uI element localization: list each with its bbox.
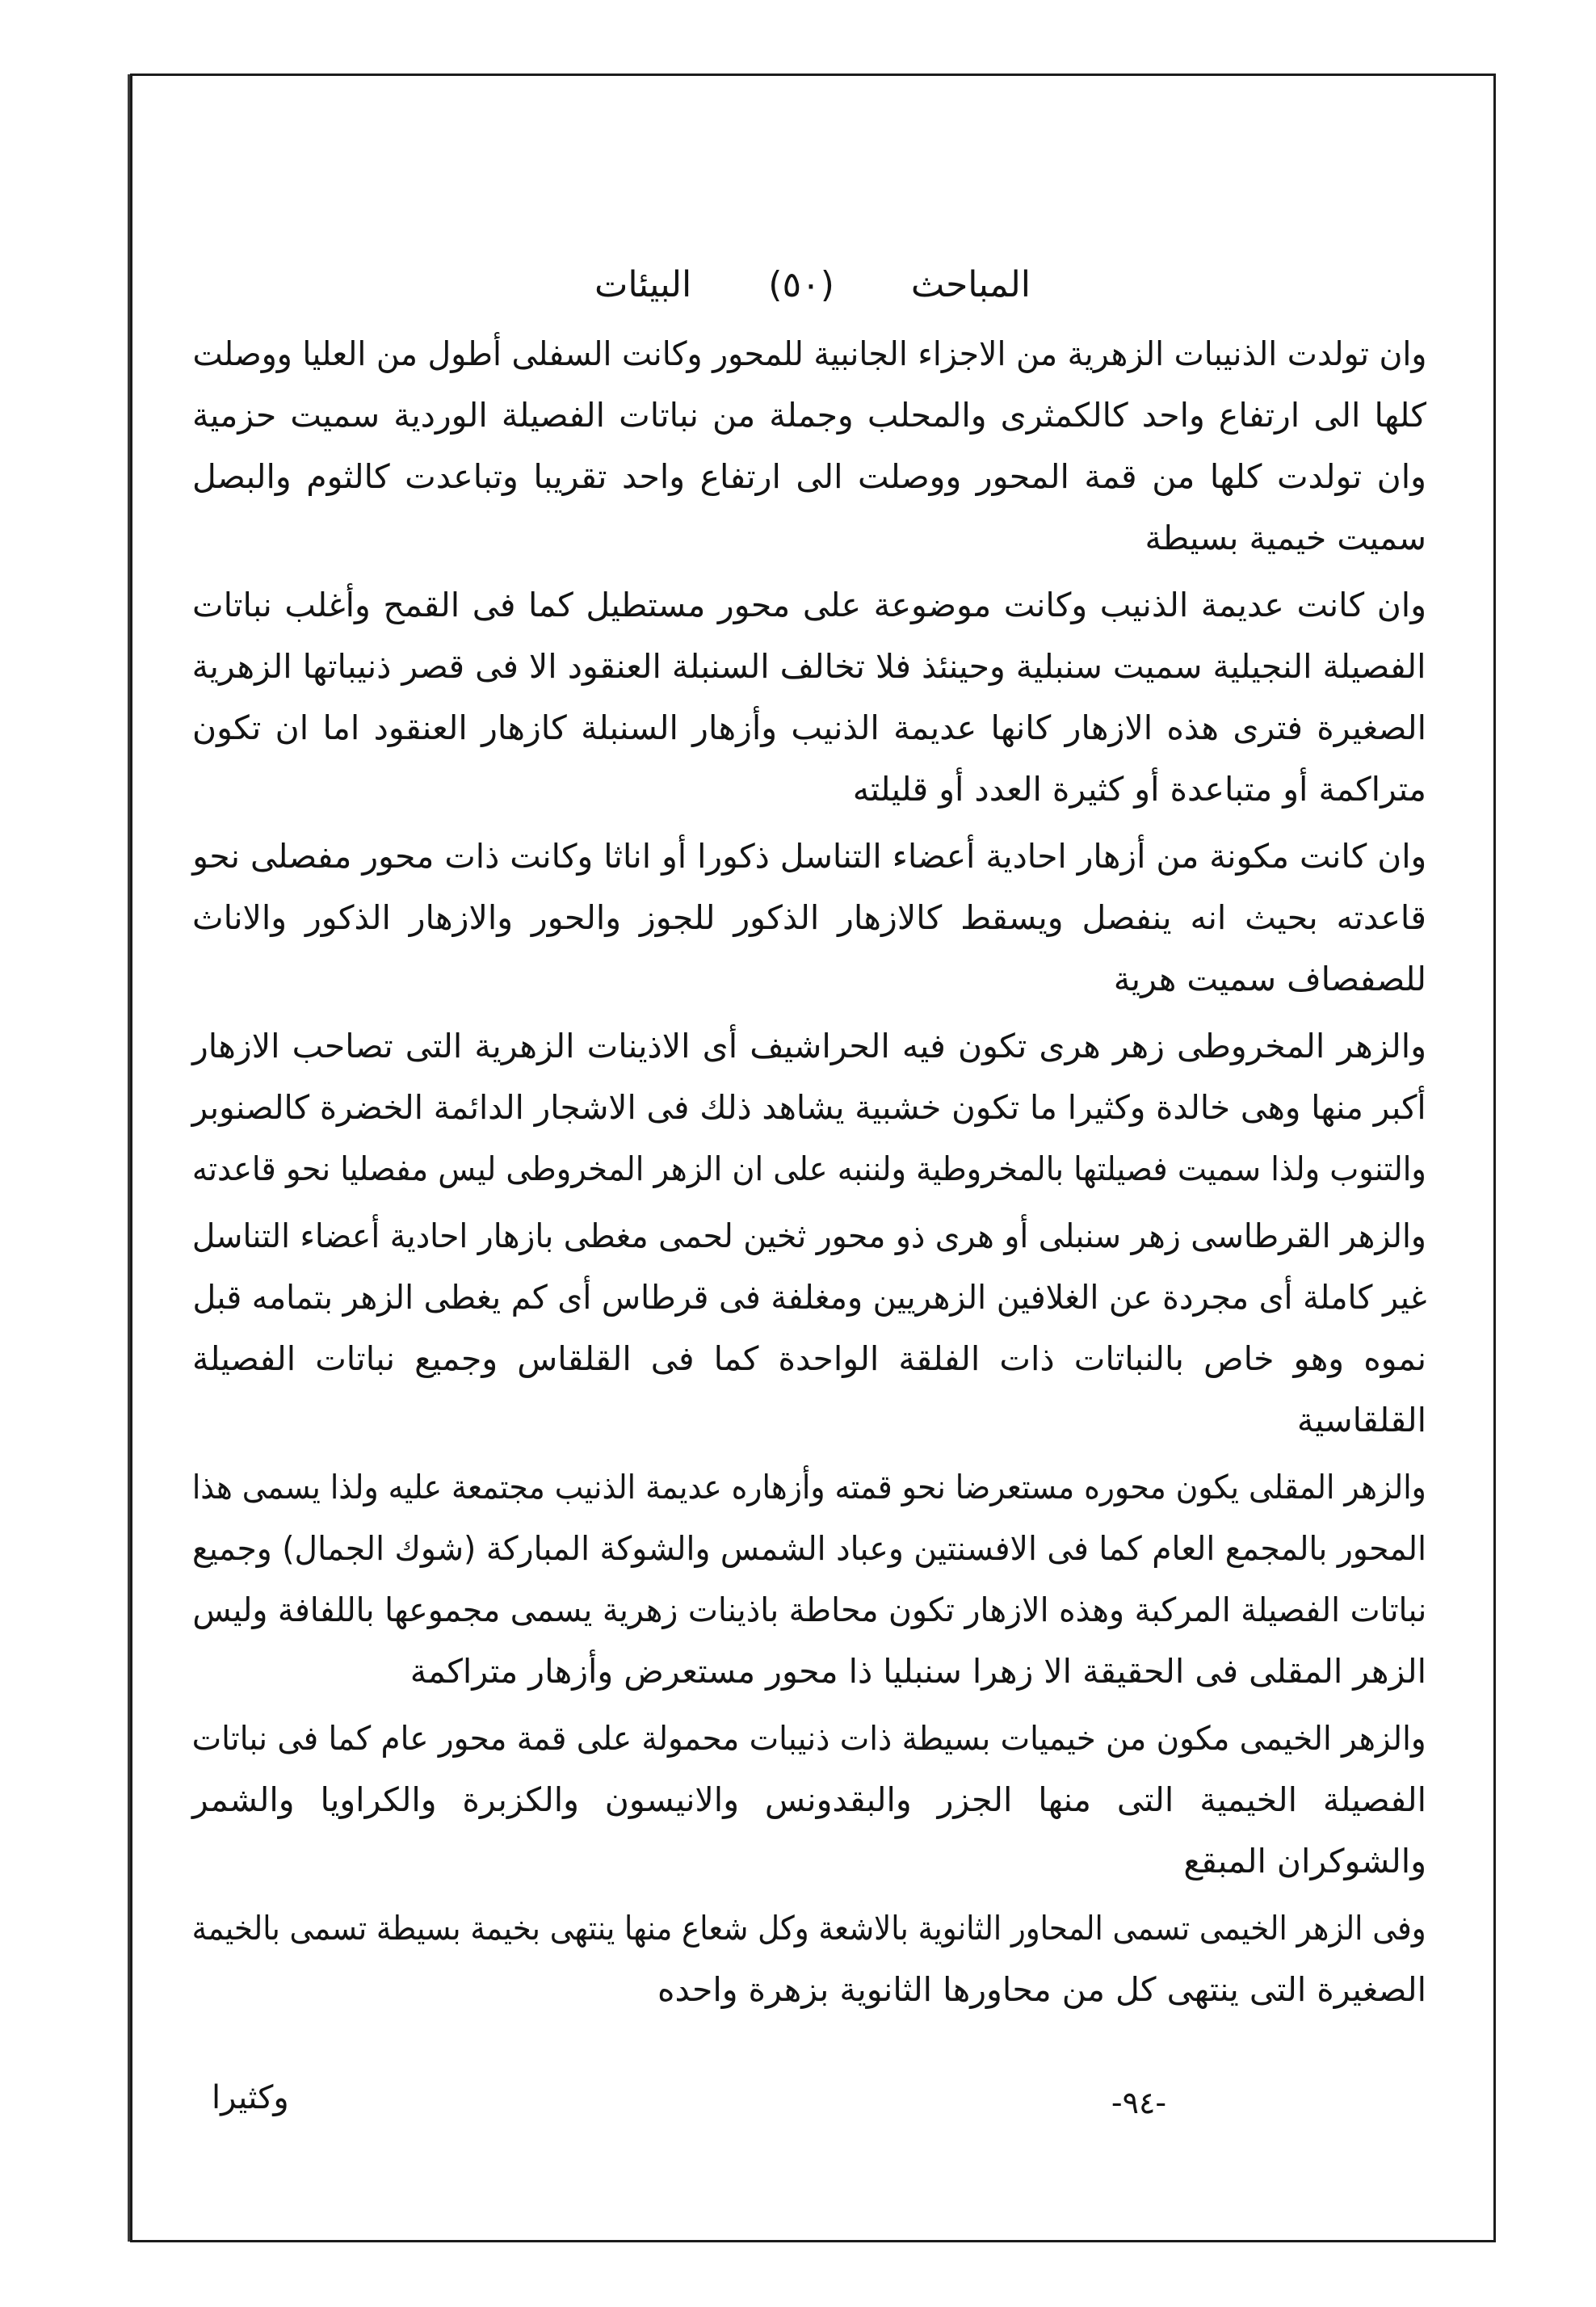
line-text: القلقاسية (1296, 1401, 1426, 1439)
text-line (192, 1138, 1426, 1200)
text-line (192, 323, 1426, 384)
paragraph (192, 1897, 1426, 2020)
line-text: والشوكران المبقع (1183, 1842, 1426, 1880)
text-line (192, 1641, 1426, 1702)
text-line (192, 1205, 1426, 1267)
text-line (192, 636, 1426, 697)
line-text: والزهر المقلى يكون محوره مستعرضا نحو قمته وأزهاره عديمة الذنيب مجتمعة عليه ولذا يسمى هذا (192, 1468, 1426, 1506)
line-text: الصغيرة فترى هذه الازهار كانها عديمة الذنيب وأزهار السنبلة كازهار العنقود اما ان تكون (192, 708, 1426, 747)
line-text: متراكمة أو متباعدة أو كثيرة العدد أو قليلته (852, 770, 1426, 809)
line-text: والتنوب ولذا سميت فصيلتها بالمخروطية ولننبه على ان الزهر المخروطى ليس مفصليا نحو قاعدته (192, 1149, 1426, 1188)
line-text: سميت خيمية بسيطة (1144, 519, 1426, 557)
paragraph (192, 574, 1426, 820)
catchword: وكثيرا (212, 2079, 289, 2116)
line-text: المحور بالمجمع العام كما فى الافسنتين وعباد الشمس والشوكة المباركة (شوك الجمال) وجميع (192, 1529, 1426, 1568)
paragraph (192, 1205, 1426, 1451)
line-text: الصغيرة التى ينتهى كل من محاورها الثانوية بزهرة واحده (657, 1970, 1426, 2009)
line-text: الفصيلة الخيمية التى منها الجزر والبقدونس والانيسون والكزبرة والكراويا والشمر (192, 1780, 1426, 1819)
paragraph (192, 826, 1426, 1010)
text-line (192, 507, 1426, 569)
page-number: -٩٤- (1111, 2085, 1167, 2120)
text-line (192, 1389, 1426, 1451)
text-line (192, 826, 1426, 887)
text-line (192, 1267, 1426, 1328)
text-line (192, 1579, 1426, 1641)
text-line (192, 887, 1426, 948)
line-text: نموه وهو خاص بالنباتات ذات الفلقة الواحدة كما فى القلقاس وجميع نباتات الفصيلة (192, 1339, 1426, 1378)
paragraph (192, 1015, 1426, 1200)
line-text: والزهر المخروطى زهر هرى تكون فيه الحراشيف أى الاذينات الزهرية التى تصاحب الازهار (192, 1027, 1426, 1065)
text-line (192, 1959, 1426, 2020)
line-text: وان كانت عديمة الذنيب وكانت موضوعة على محور مستطيل كما فى القمح وأغلب نباتات (192, 586, 1426, 624)
text-line (192, 446, 1426, 507)
line-text: أكبر منها وهى خالدة وكثيرا ما تكون خشبية يشاهد ذلك فى الاشجار الدائمة الخضرة كالصنوبر (192, 1088, 1426, 1127)
line-text: وان تولدت كلها من قمة المحور ووصلت الى ارتفاع واحد تقريبا وتباعدت كالثوم والبصل (192, 457, 1426, 496)
line-text: للصفصاف سميت هرية (1113, 960, 1426, 998)
text-line (192, 1708, 1426, 1769)
text-line (192, 574, 1426, 636)
line-text: وان تولدت الذنيبات الزهرية من الاجزاء الجانبية للمحور وكانت السفلى أطول من العليا ووصلت (192, 334, 1426, 373)
text-line (192, 1077, 1426, 1138)
paragraph (192, 1708, 1426, 1892)
header-number: (٥٠) (768, 264, 834, 305)
line-text: قاعدته بحيث انه ينفصل ويسقط كالازهار الذكور للجوز والحور والازهار الذكور والاناث (192, 898, 1426, 937)
text-line (192, 1518, 1426, 1579)
text-line (192, 384, 1426, 446)
text-line (192, 758, 1426, 820)
header-topic: البيئات (594, 264, 692, 305)
text-line (192, 1830, 1426, 1892)
line-text: الفصيلة النجيلية سميت سنبلية وحينئذ فلا تخالف السنبلة العنقود الا فى قصر ذنيباتها الزهرية (192, 647, 1426, 686)
text-line (192, 1456, 1426, 1518)
text-line (192, 697, 1426, 758)
text-line (192, 1015, 1426, 1077)
line-text: غير كاملة أى مجردة عن الغلافين الزهريين ومغلفة فى قرطاس أى كم يغطى الزهر بتمامه قبل (192, 1278, 1426, 1317)
line-text: والزهر القرطاسى زهر سنبلى أو هرى ذو محور ثخين لحمى مغطى بازهار احادية أعضاء التناسل (192, 1217, 1426, 1255)
text-line (192, 1769, 1426, 1830)
line-text: والزهر الخيمى مكون من خيميات بسيطة ذات ذنيبات محمولة على قمة محور عام كما فى نباتات (192, 1719, 1426, 1758)
line-text: وان كانت مكونة من أزهار احادية أعضاء التناسل ذكورا أو اناثا وكانت ذات محور مفصلى نحو (192, 837, 1426, 876)
line-text: كلها الى ارتفاع واحد كالكمثرى والمحلب وجملة من نباتات الفصيلة الوردية سميت حزمية (192, 396, 1426, 435)
body-text (192, 323, 1426, 2020)
line-text: نباتات الفصيلة المركبة وهذه الازهار تكون محاطة باذينات زهرية يسمى مجموعها باللفافة وليس (192, 1591, 1426, 1629)
text-line (192, 1328, 1426, 1389)
paragraph (192, 323, 1426, 569)
text-line (192, 1897, 1426, 1959)
text-line (192, 948, 1426, 1010)
line-text: الزهر المقلى فى الحقيقة الا زهرا سنبليا ذا محور مستعرض وأزهار متراكمة (410, 1652, 1426, 1691)
running-header (485, 257, 1140, 313)
header-section: المباحث (910, 264, 1031, 305)
line-text: وفى الزهر الخيمى تسمى المحاور الثانوية بالاشعة وكل شعاع منها ينتهى بخيمة بسيطة تسمى بالخيمة (192, 1909, 1426, 1948)
paragraph (192, 1456, 1426, 1702)
